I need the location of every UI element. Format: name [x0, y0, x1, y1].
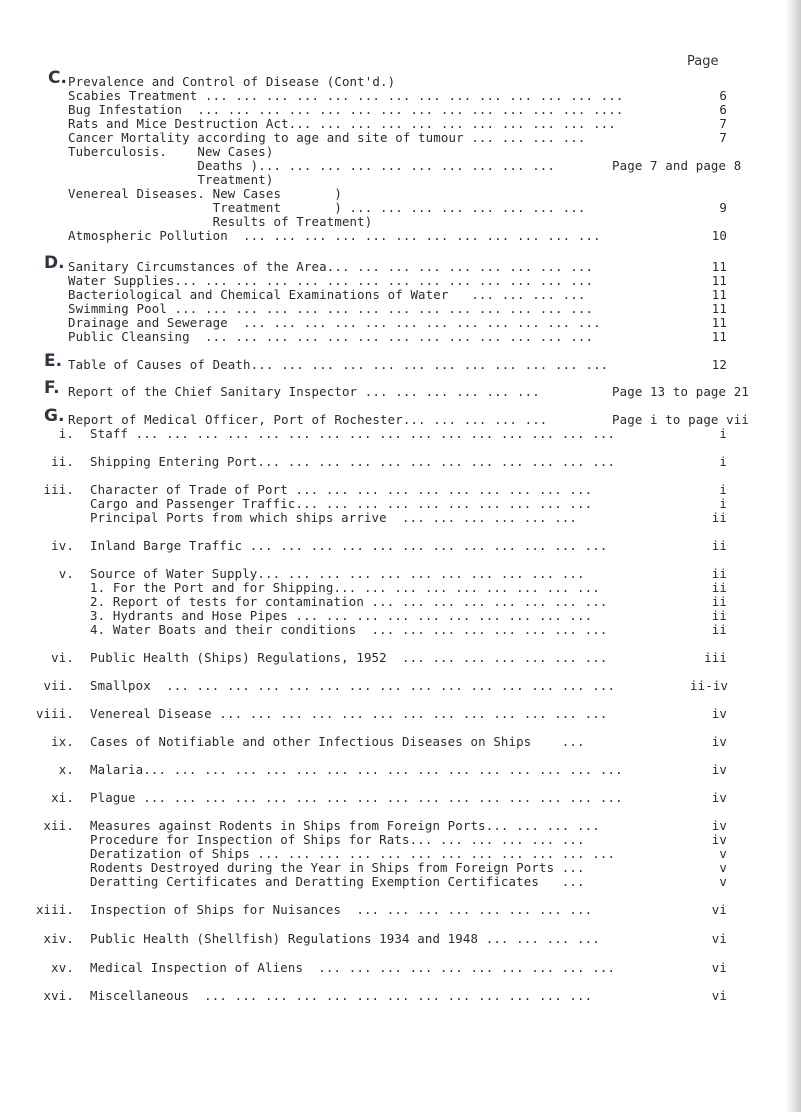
toc-entry-label: Staff ... ... ... ... ... ... ... ... ... ... ... ... ... ... ... ...: [90, 426, 616, 441]
toc-entry-label: Inspection of Ships for Nuisances ... ... ... ... ... ... ... ...: [90, 902, 593, 917]
toc-entry-label: Inland Barge Traffic ... ... ... ... ... ... ... ... ... ... ... ...: [90, 538, 608, 553]
subsection-number: xii.: [43, 818, 74, 833]
toc-entry-label: Smallpox ... ... ... ... ... ... ... ... ... ... ... ... ... ... ...: [90, 678, 616, 693]
toc-entry-label: Cargo and Passenger Traffic... ... ... ... ... ... ... ... ... ...: [90, 496, 593, 511]
toc-entry-label: Malaria... ... ... ... ... ... ... ... ... ... ... ... ... ... ... ...: [90, 762, 623, 777]
toc-entry-page: iii: [704, 650, 727, 665]
toc-entry-label: 1. For the Port and for Shipping... ... ... ... ... ... ... ... ...: [90, 580, 600, 595]
toc-entry-label: Venereal Disease ... ... ... ... ... ... ... ... ... ... ... ... ...: [90, 706, 608, 721]
toc-entry-label: Deaths )... ... ... ... ... ... ... ... ... ...: [68, 158, 556, 173]
toc-entry-label: Water Supplies... ... ... ... ... ... ... ... ... ... ... ... ... ...: [68, 273, 594, 288]
toc-entry-page: ii: [711, 594, 727, 609]
toc-entry-label: Source of Water Supply... ... ... ... ... ... ... ... ... ... ...: [90, 566, 585, 581]
toc-entry-label: Treatment): [68, 172, 274, 187]
toc-entry-page: v: [719, 846, 727, 861]
toc-entry-label: Report of Medical Officer, Port of Rochester... ... ... ... ...: [68, 412, 548, 427]
toc-entry-label: Cancer Mortality according to age and site of tumour ... ... ... ...: [68, 130, 586, 145]
toc-entry-page: vi: [711, 931, 727, 946]
subsection-number: iv.: [51, 538, 74, 553]
toc-entry-page: ii: [711, 538, 727, 553]
toc-entry-page: 6: [719, 88, 727, 103]
toc-entry-label: Plague ... ... ... ... ... ... ... ... ... ... ... ... ... ... ... ...: [90, 790, 623, 805]
subsection-number: xi.: [51, 790, 74, 805]
toc-entry-label: Public Health (Ships) Regulations, 1952 ... ... ... ... ... ... ...: [90, 650, 608, 665]
toc-entry-page: i: [719, 454, 727, 469]
subsection-number: vii.: [43, 678, 74, 693]
toc-entry-label: 3. Hydrants and Hose Pipes ... ... ... ... ... ... ... ... ... ...: [90, 608, 593, 623]
toc-entry-label: Results of Treatment): [68, 214, 373, 229]
toc-entry-label: 2. Report of tests for contamination ... ... ... ... ... ... ... ...: [90, 594, 608, 609]
toc-entry-page: ii: [711, 622, 727, 637]
toc-entry-page: ii: [711, 580, 727, 595]
toc-entry-page: 7: [719, 116, 727, 131]
toc-entry-label: Deratting Certificates and Deratting Exemption Certificates ...: [90, 874, 585, 889]
toc-entry-page: 6: [719, 102, 727, 117]
toc-entry-page: 11: [711, 329, 727, 344]
section-letter-d: D.: [44, 253, 65, 273]
toc-entry-page: 11: [711, 315, 727, 330]
toc-entry-label: Shipping Entering Port... ... ... ... ... ... ... ... ... ... ... ...: [90, 454, 616, 469]
toc-entry-label: Treatment ) ... ... ... ... ... ... ... ...: [68, 200, 586, 215]
section-letter-e: E.: [44, 351, 63, 371]
toc-entry-label: Medical Inspection of Aliens ... ... ... ... ... ... ... ... ... ...: [90, 960, 616, 975]
toc-entry-page: i: [719, 496, 727, 511]
toc-entry-page: 11: [711, 259, 727, 274]
toc-entry-page: i: [719, 482, 727, 497]
toc-entry-page: ii-iv: [690, 678, 729, 693]
toc-entry-page: 7: [719, 130, 727, 145]
toc-entry-label: Venereal Diseases. New Cases ): [68, 186, 342, 201]
toc-entry-label: Tuberculosis. New Cases): [68, 144, 274, 159]
toc-entry-page: i: [719, 426, 727, 441]
toc-entry-page: iv: [711, 832, 727, 847]
subsection-number: v.: [58, 566, 74, 581]
subsection-number: ix.: [51, 734, 74, 749]
toc-entry-page-range: Page 7 and page 8: [612, 158, 742, 173]
subsection-number: xv.: [51, 960, 74, 975]
toc-entry-page-range: Page i to page vii: [612, 412, 749, 427]
toc-entry-label: Drainage and Sewerage ... ... ... ... ... ... ... ... ... ... ... ...: [68, 315, 601, 330]
section-letter-g: G.: [44, 406, 65, 426]
toc-entry-page: 11: [711, 301, 727, 316]
toc-entry-label: Table of Causes of Death... ... ... ... ... ... ... ... ... ... ... ...: [68, 357, 609, 372]
section-c-title: Prevalence and Control of Disease (Cont'd.): [68, 74, 396, 89]
toc-entry-page: iv: [711, 734, 727, 749]
toc-entry-label: Public Health (Shellfish) Regulations 1934 and 1948 ... ... ... ...: [90, 931, 600, 946]
toc-entry-label: Deratization of Ships ... ... ... ... ... ... ... ... ... ... ... ...: [90, 846, 616, 861]
toc-entry-page: 9: [719, 200, 727, 215]
toc-entry-label: Report of the Chief Sanitary Inspector ... ... ... ... ... ...: [68, 384, 540, 399]
subsection-number: vi.: [51, 650, 74, 665]
toc-entry-label: Rodents Destroyed during the Year in Ships from Foreign Ports ...: [90, 860, 585, 875]
toc-entry-label: Principal Ports from which ships arrive ... ... ... ... ... ...: [90, 510, 578, 525]
toc-entry-label: Procedure for Inspection of Ships for Rats... ... ... ... ... ...: [90, 832, 585, 847]
subsection-number: xvi.: [43, 988, 74, 1003]
toc-entry-label: Cases of Notifiable and other Infectious Diseases on Ships ...: [90, 734, 585, 749]
section-letter-f: F.: [44, 378, 60, 398]
toc-entry-label: Miscellaneous ... ... ... ... ... ... ... ... ... ... ... ... ...: [90, 988, 593, 1003]
toc-entry-label: Measures against Rodents in Ships from Foreign Ports... ... ... ...: [90, 818, 600, 833]
subsection-number: x.: [58, 762, 74, 777]
page-edge-shadow: [785, 0, 801, 1112]
toc-entry-page: iv: [711, 706, 727, 721]
toc-entry-label: 4. Water Boats and their conditions ... ... ... ... ... ... ... ...: [90, 622, 608, 637]
subsection-number: viii.: [35, 706, 74, 721]
toc-entry-label: Sanitary Circumstances of the Area... ... ... ... ... ... ... ... ...: [68, 259, 594, 274]
page-column-header: Page: [687, 54, 719, 69]
toc-entry-page: iv: [711, 818, 727, 833]
toc-entry-label: Swimming Pool ... ... ... ... ... ... ... ... ... ... ... ... ... ...: [68, 301, 594, 316]
toc-entry-page: ii: [711, 608, 727, 623]
toc-entry-page: ii: [711, 510, 727, 525]
toc-entry-page: 12: [711, 357, 727, 372]
toc-entry-label: Character of Trade of Port ... ... ... ... ... ... ... ... ... ...: [90, 482, 593, 497]
toc-entry-page: vi: [711, 902, 727, 917]
toc-entry-page: vi: [711, 988, 727, 1003]
toc-entry-page: 11: [711, 273, 727, 288]
subsection-number: iii.: [43, 482, 74, 497]
toc-entry-page: vi: [711, 960, 727, 975]
toc-entry-page: 11: [711, 287, 727, 302]
toc-entry-page: ii: [711, 566, 727, 581]
toc-entry-label: Bacteriological and Chemical Examinations of Water ... ... ... ...: [68, 287, 586, 302]
subsection-number: ii.: [51, 454, 74, 469]
toc-entry-page: 10: [711, 228, 727, 243]
toc-entry-page: iv: [711, 762, 727, 777]
toc-entry-label: Public Cleansing ... ... ... ... ... ... ... ... ... ... ... ... ...: [68, 329, 594, 344]
toc-entry-label: Atmospheric Pollution ... ... ... ... ... ... ... ... ... ... ... ...: [68, 228, 601, 243]
toc-entry-label: Rats and Mice Destruction Act... ... ... ... ... ... ... ... ... ... ...: [68, 116, 616, 131]
section-letter-c: C.: [48, 68, 67, 88]
subsection-number: i.: [58, 426, 74, 441]
toc-entry-page: v: [719, 874, 727, 889]
toc-entry-page-range: Page 13 to page 21: [612, 384, 749, 399]
toc-entry-label: Scabies Treatment ... ... ... ... ... ... ... ... ... ... ... ... ... ...: [68, 88, 624, 103]
subsection-number: xiv.: [43, 931, 74, 946]
toc-entry-page: iv: [711, 790, 727, 805]
toc-entry-label: Bug Infestation ... ... ... ... ... ... ... ... ... ... ... ... ... ....: [68, 102, 624, 117]
subsection-number: xiii.: [35, 902, 74, 917]
toc-entry-page: v: [719, 860, 727, 875]
